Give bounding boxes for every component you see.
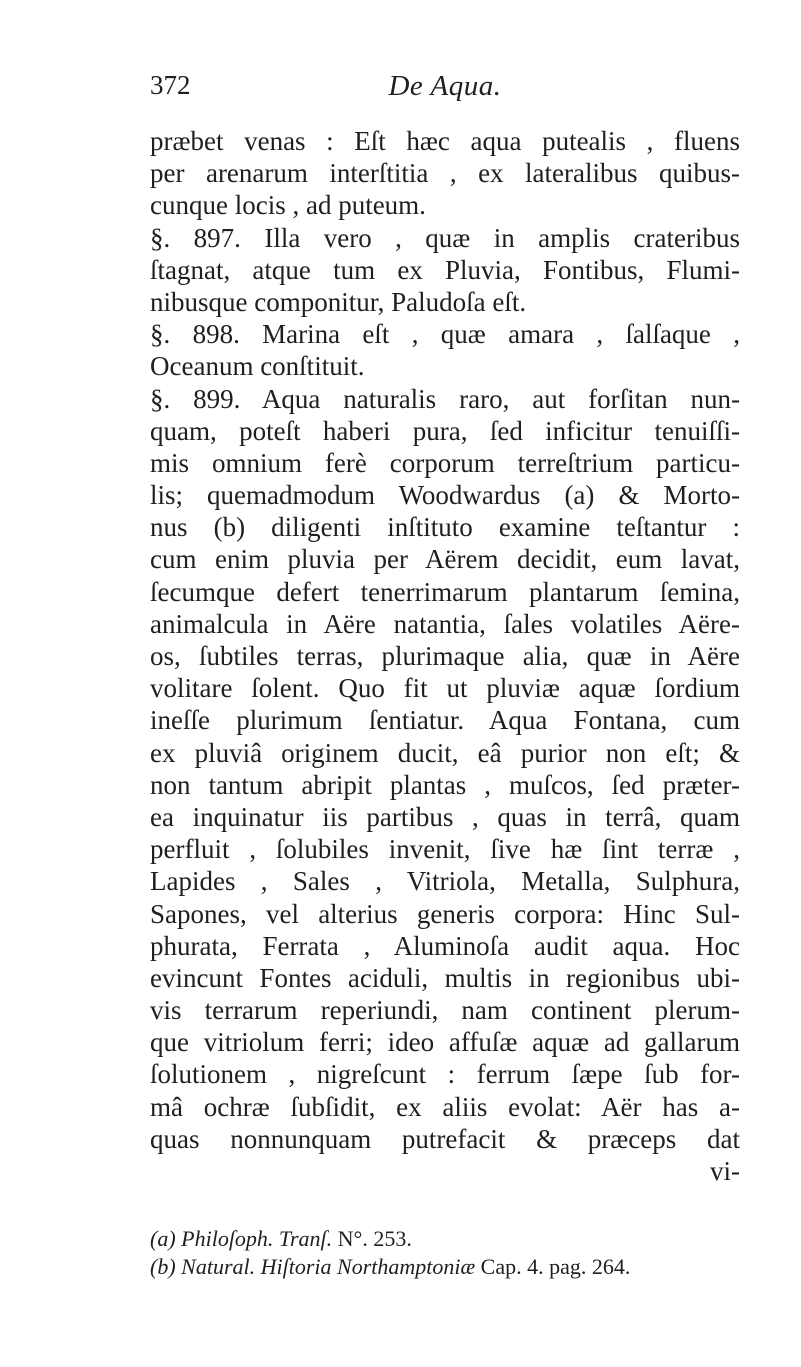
text-line: §. 897. Illa vero , quæ in amplis crateribus — [150, 222, 740, 253]
text-line: ex pluviâ originem ducit, eâ purior non eſt; & — [150, 737, 740, 768]
text-line: vis terrarum reperiundi, nam continent plerum- — [150, 995, 740, 1026]
text-line: volitare ſolent. Quo fit ut pluviæ aquæ ſordium — [150, 673, 740, 704]
text-line: lis; quemadmodum Woodwardus (a) & Morto- — [150, 480, 740, 511]
page-number: 372 — [150, 70, 191, 100]
footnote-detail: N°. 253. — [337, 1226, 412, 1251]
footnote-b — [150, 1253, 740, 1281]
body-text — [150, 125, 740, 1187]
footnote-detail: Cap. 4. pag. 264. — [480, 1254, 631, 1279]
text-line: Lapides , Sales , Vitriola, Metalla, Sulphura, — [150, 866, 740, 897]
footnote-marker: (a) — [150, 1226, 176, 1251]
running-title: De Aqua. — [388, 70, 502, 102]
text-line: evincunt Fontes aciduli, multis in regionibus ubi- — [150, 962, 740, 993]
text-line: ea inquinatur iis partibus , quas in terrâ, quam — [150, 801, 740, 832]
footnote-marker: (b) — [150, 1254, 176, 1279]
text-line: §. 899. Aqua naturalis raro, aut forſitan nun- — [150, 383, 740, 414]
text-line: cunque locis , ad puteum. — [150, 190, 426, 221]
text-line: mâ ochræ ſubſidit, ex aliis evolat: Aër has a- — [150, 1091, 740, 1122]
text-line: Oceanum conſtituit. — [150, 351, 365, 382]
text-line: phurata, Ferrata , Aluminoſa audit aqua. Hoc — [150, 930, 740, 961]
text-line: Sapones, vel alterius generis corpora: Hinc Sul- — [150, 898, 740, 929]
text-line: ſolutionem , nigreſcunt : ferrum ſæpe ſub for- — [150, 1059, 740, 1090]
text-line: mis omnium ferè corporum terreſtrium particu- — [150, 447, 740, 478]
text-line: non tantum abripit plantas , muſcos, ſed præter- — [150, 769, 740, 800]
text-line: que vitriolum ferri; ideo affuſæ aquæ ad gallarum — [150, 1027, 740, 1058]
text-line: præbet venas : Eſt hæc aqua putealis , fluens — [150, 126, 740, 156]
text-line: nus (b) diligenti inſtituto examine teſtantur : — [150, 512, 740, 543]
text-line: cum enim pluvia per Aërem decidit, eum lavat, — [150, 544, 740, 575]
footnotes — [150, 1225, 740, 1281]
text-line: ſecumque defert tenerrimarum plantarum ſemina, — [150, 576, 740, 607]
page-header — [150, 70, 740, 110]
text-line: animalcula in Aëre natantia, ſales volatiles Aëre- — [150, 608, 740, 639]
footnote-title: Natural. Hiſtoria Northamptoniæ — [181, 1254, 476, 1279]
catchword: vi- — [710, 1156, 740, 1186]
text-line: perfluit , ſolubiles invenit, ſive hæ ſint terræ , — [150, 834, 740, 865]
text-line: ſtagnat, atque tum ex Pluvia, Fontibus, Flumi- — [150, 254, 740, 285]
text-line: quam, poteſt haberi pura, ſed inficitur tenuiſſi- — [150, 415, 740, 446]
text-line: per arenarum interſtitia , ex lateralibus quibus- — [150, 158, 740, 189]
text-line: ineſſe plurimum ſentiatur. Aqua Fontana, cum — [150, 705, 740, 736]
footnote-title: Philoſoph. Tranſ. — [181, 1226, 333, 1251]
text-line: quas nonnunquam putrefacit & præceps dat — [150, 1123, 740, 1154]
text-line: os, ſubtiles terras, plurimaque alia, quæ in Aëre — [150, 641, 740, 671]
text-line: nibusque componitur, Paludoſa eſt. — [150, 286, 527, 317]
footnote-a — [150, 1225, 740, 1253]
text-line: §. 898. Marina eſt , quæ amara , ſalſaque , — [150, 319, 740, 350]
